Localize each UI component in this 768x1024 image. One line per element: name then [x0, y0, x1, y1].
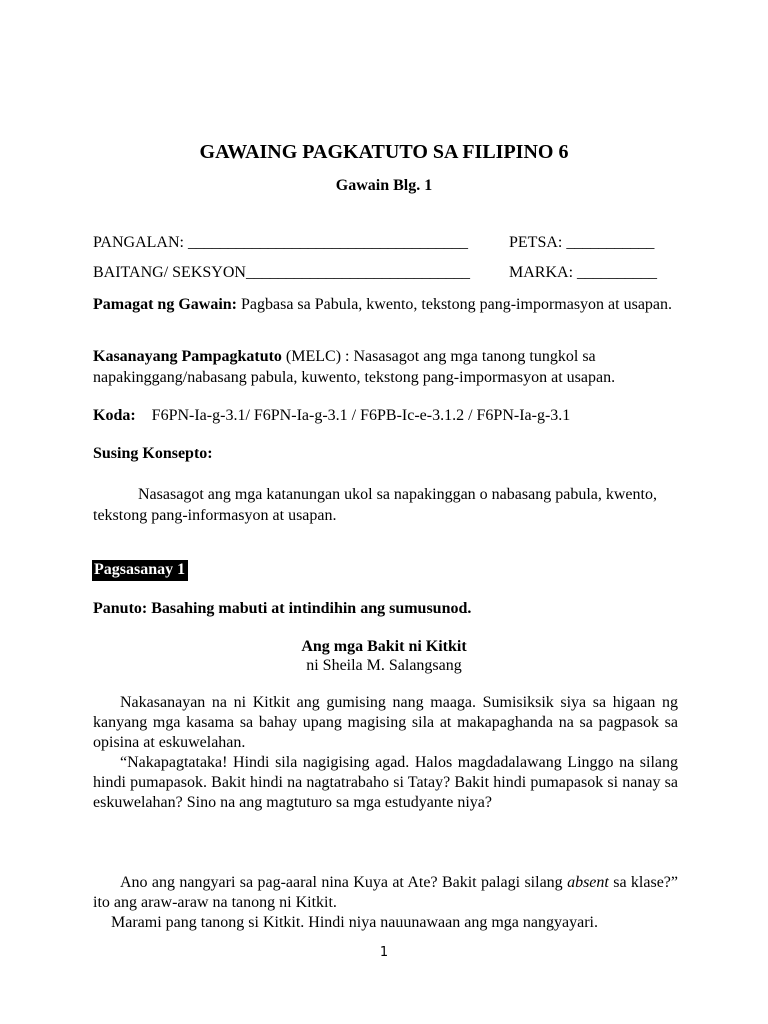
melc-section	[93, 346, 693, 388]
activity-title-text: Pagbasa sa Pabula, kwento, tekstong pang-impormasyon at usapan.	[237, 296, 673, 313]
story-paragraph-3	[93, 873, 678, 913]
activity-title-label: Pamagat ng Gawain:	[93, 296, 237, 313]
code-section	[93, 407, 570, 425]
story-body	[93, 693, 678, 813]
code-text: F6PN-Ia-g-3.1/ F6PN-Ia-g-3.1 / F6PB-Ic-e-3.1.2 / F6PN-Ia-g-3.1	[151, 407, 571, 424]
story-paragraph-3-text: Ano ang nangyari sa pag-aaral nina Kuya at Ate? Bakit palagi silang	[120, 874, 568, 891]
absent-italic-word: absent	[567, 874, 609, 891]
score-field: MARKA: __________	[509, 264, 658, 281]
instructions: Panuto: Basahing mabuti at intindihin ang sumusunod.	[93, 600, 472, 617]
activity-number: Gawain Blg. 1	[335, 177, 433, 194]
melc-text: Nasasagot ang mga tanong tungkol sa napakinggang/nabasang pabula, kuwento, tekstong pang-impormasyon at usapan.	[93, 348, 616, 386]
story-paragraph-3-end: sa klase?” ito ang araw-araw na tanong ni Kitkit.	[93, 874, 679, 911]
name-field: PANGALAN: ___________________________________	[93, 234, 468, 251]
melc-label-paren: (MELC) :	[281, 348, 350, 365]
page-number: 1	[379, 945, 389, 960]
code-label: Koda:	[93, 407, 136, 424]
story-paragraph-4: Marami pang tanong si Kitkit. Hindi niya nauunawaan ang mga nangyayari.	[111, 914, 598, 931]
grade-section-field: BAITANG/ SEKSYON____________________________	[93, 264, 470, 281]
key-concept-label: Susing Konsepto:	[93, 445, 213, 462]
melc-label: Kasanayang Pampagkatuto	[93, 348, 282, 365]
date-field: PETSA: ___________	[509, 234, 655, 251]
page-title: GAWAING PAGKATUTO SA FILIPINO 6	[199, 141, 569, 163]
story-author: ni Sheila M. Salangsang	[306, 657, 462, 674]
key-concept-text: Nasasagot ang mga katanungan ukol sa napakinggan o nabasang pabula, kwento, tekstong pang-informasyon at usapan.	[93, 486, 657, 524]
story-paragraph-1: Nakasanayan na ni Kitkit ang gumising nang maaga. Sumisiksik siya sa higaan ng kanyang mga kasama sa bahay upang magising sila at makapaghanda na sa pagpasok sa opisina at eskuwelahan.	[93, 694, 678, 751]
story-title: Ang mga Bakit ni Kitkit	[301, 638, 467, 655]
activity-title-section	[93, 294, 703, 315]
story-paragraph-2: “Nakapagtataka! Hindi sila nagigising agad. Halos magdadalawang Linggo na silang hindi pumapasok. Bakit hindi na nagtatrabaho si Tatay? Bakit hindi pumapasok si nanay sa eskuwelahan? Sino na ang magtuturo sa mga estudyante niya?	[93, 754, 678, 811]
exercise-badge: Pagsasanay 1	[92, 560, 188, 581]
story-body-continued	[93, 873, 678, 933]
